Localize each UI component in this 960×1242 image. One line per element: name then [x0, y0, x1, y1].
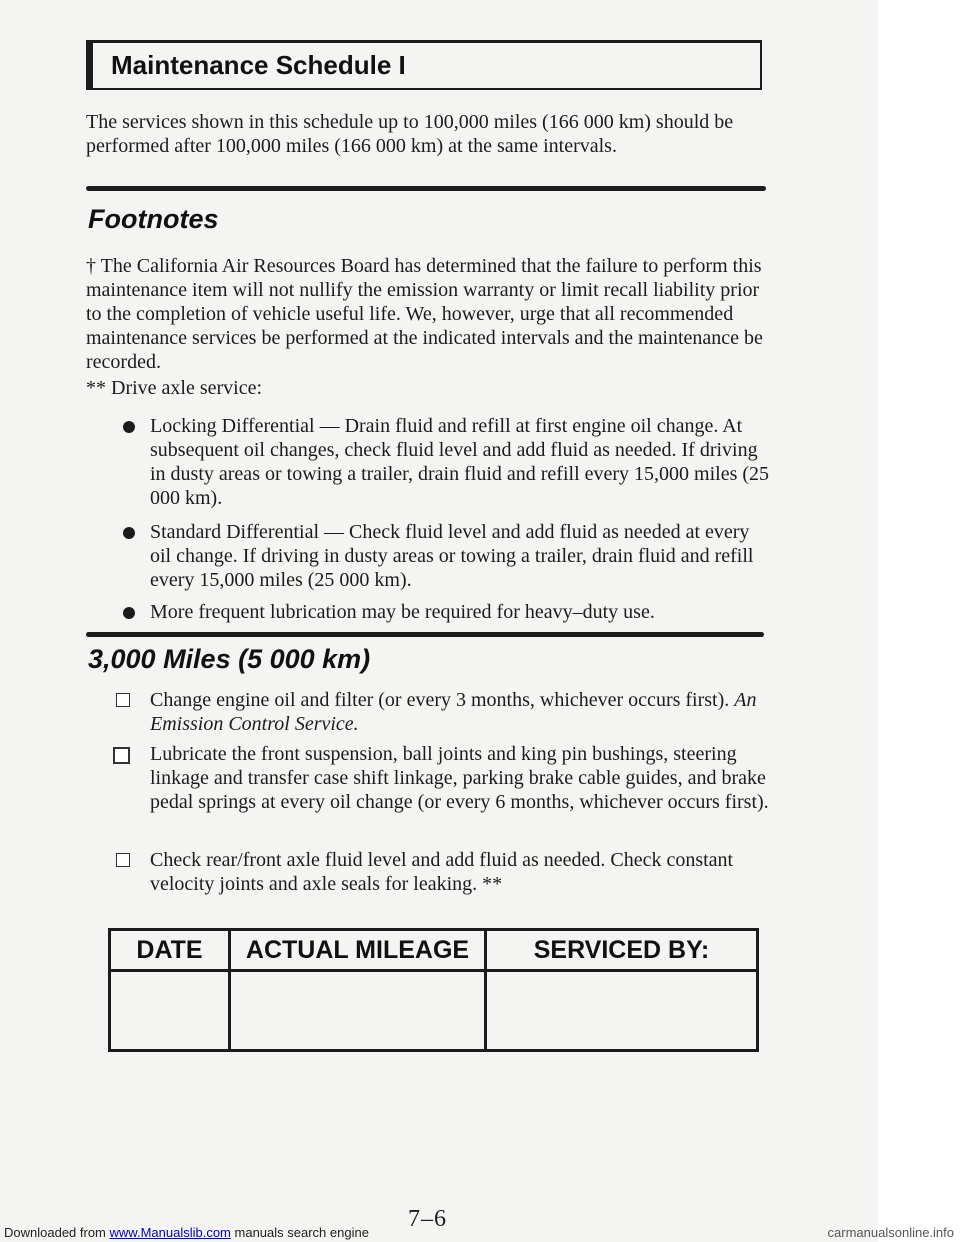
download-footer: [0, 1224, 960, 1242]
serviced-by-cell[interactable]: [486, 971, 758, 1051]
schedule-title: Maintenance Schedule I: [111, 50, 406, 80]
section-divider-2: [86, 632, 764, 637]
date-cell[interactable]: [110, 971, 230, 1051]
bullet-heavy-duty: More frequent lubrication may be required for heavy–duty use.: [150, 600, 775, 624]
bullet-locking-differential: Locking Differential — Drain fluid and refill at first engine oil change. At subsequent oil changes, check fluid level and add fluid as needed. If driving in dusty areas or towing a trailer, drain fluid and refill every 15,000 miles (25 000 km).: [150, 414, 775, 510]
watermark-text: carmanualsonline.info: [827, 1225, 954, 1240]
schedule-header-box: [86, 40, 762, 90]
section-divider-1: [86, 186, 766, 191]
bullet-standard-differential: Standard Differential — Check fluid level and add fluid as needed at every oil change. If driving in dusty areas or towing a trailer, drain fluid and refill every 15,000 miles (25 000 km).: [150, 520, 775, 592]
dagger-footnote: † The California Air Resources Board has determined that the failure to perform this maintenance item will not nullify the emission warranty or limit recall liability prior to the completion of vehicle useful life. We, however, urge that all recommended maintenance services be performed at the indicated intervals and the maintenance be recorded.: [86, 255, 763, 373]
check-item-oil-change: Change engine oil and filter (or every 3 months, whichever occurs first). An Emission Control Service.: [150, 688, 775, 736]
page-number: 7–6: [408, 1206, 447, 1232]
checkbox-icon: [113, 747, 130, 764]
bullet-icon: [123, 527, 135, 539]
bullet-icon: [123, 607, 135, 619]
table-row: [110, 971, 758, 1051]
footnotes-heading: Footnotes: [88, 204, 219, 234]
column-header-mileage: ACTUAL MILEAGE: [230, 930, 486, 971]
column-header-date: DATE: [110, 930, 230, 971]
intro-paragraph: The services shown in this schedule up to 100,000 miles (166 000 km) should be performed after 100,000 miles (166 000 km) at the same intervals.: [86, 111, 734, 157]
manualslib-link[interactable]: www.Manualslib.com: [109, 1225, 231, 1240]
check-item-lubricate: Lubricate the front suspension, ball joints and king pin bushings, steering linkage and transfer case shift linkage, parking brake cable guides, and brake pedal springs at every oil change (or every 6 months, whichever occurs first).: [150, 742, 775, 814]
bullet-icon: [123, 421, 135, 433]
drive-axle-label: ** Drive axle service:: [86, 377, 263, 399]
footer-credit: Downloaded from www.Manualslib.com manuals search engine: [4, 1225, 369, 1240]
column-header-serviced-by: SERVICED BY:: [486, 930, 758, 971]
service-record-table: [108, 928, 759, 1052]
check-item-axle-fluid: Check rear/front axle fluid level and add fluid as needed. Check constant velocity joints and axle seals for leaking. **: [150, 848, 775, 896]
mileage-cell[interactable]: [230, 971, 486, 1051]
checkbox-icon: [116, 853, 130, 867]
interval-heading: 3,000 Miles (5 000 km): [88, 644, 371, 674]
table-header-row: [110, 930, 758, 971]
checkbox-icon: [116, 693, 130, 707]
